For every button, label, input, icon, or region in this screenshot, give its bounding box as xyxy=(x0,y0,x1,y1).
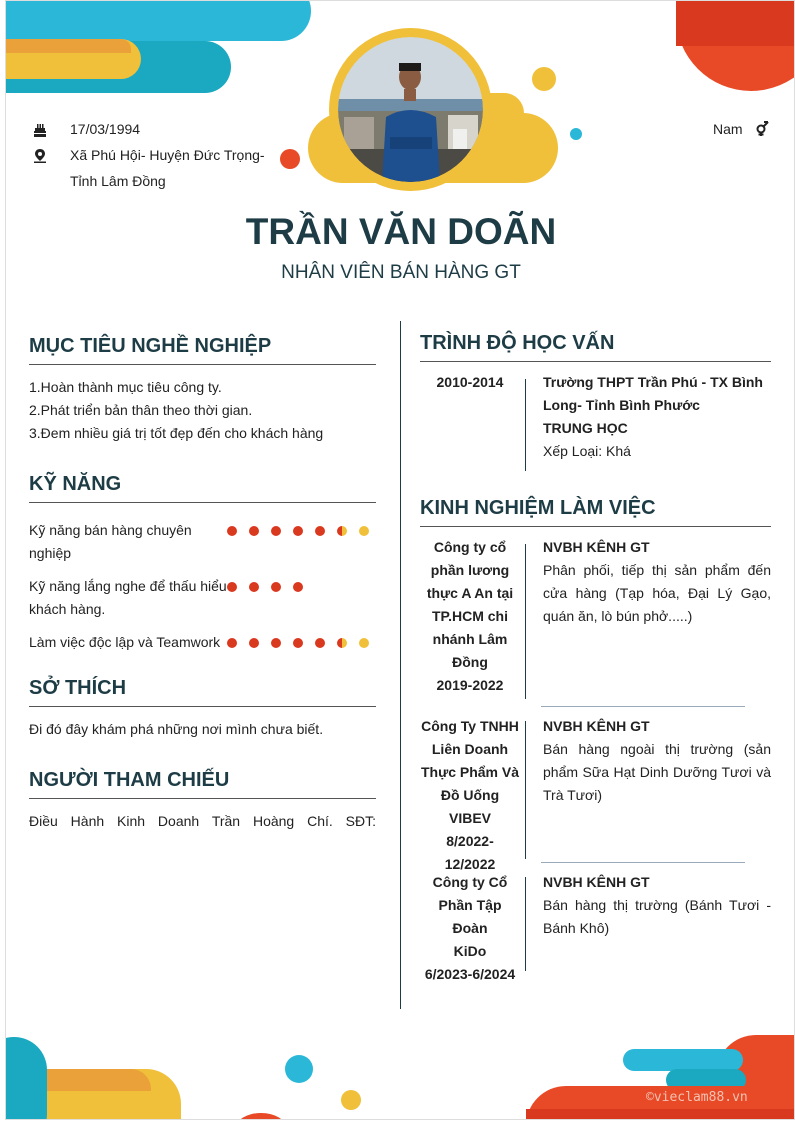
job-company: Công ty Cổ Phần Tập Đoàn KiDo 6/2023-6/2024 xyxy=(424,874,516,982)
decor-dot-yellow xyxy=(532,67,556,91)
skill-rating-dot xyxy=(359,638,369,648)
decor-top-left xyxy=(5,0,311,41)
decor-bottom-left-4 xyxy=(236,1113,286,1120)
education-school: Trường THPT Trần Phú - TX Bình xyxy=(543,374,763,390)
job-company: Công Ty TNHH Liên Doanh Thực Phẩm Và Đồ Uống VIBEV 8/2022- 12/2022 xyxy=(420,718,520,872)
skill-rating-dot xyxy=(249,526,259,536)
job-description: Bán hàng thị trường (Bánh Tươi - Bánh Khô) xyxy=(543,897,771,936)
experience-timeline xyxy=(525,544,526,699)
job-role: NVBH KÊNH GT xyxy=(543,718,650,734)
decor-top-left-4 xyxy=(5,39,131,53)
job-title: NHÂN VIÊN BÁN HÀNG GT xyxy=(281,262,521,283)
skill-rating-dot xyxy=(227,526,237,536)
skill-rating-dot xyxy=(359,526,369,536)
birthday-cake-icon xyxy=(32,122,48,138)
education-level: TRUNG HỌC xyxy=(543,420,628,436)
skill-rating-dot xyxy=(293,526,303,536)
skill-rating-dot xyxy=(337,582,347,592)
job-separator xyxy=(541,862,745,863)
column-divider xyxy=(400,321,401,1009)
skill-rating-dot xyxy=(293,582,303,592)
skill-rating-dot xyxy=(315,638,325,648)
job-description: Bán hàng ngoài thị trường (sản phẩm Sữa Hạt Dinh Dưỡng Tươi và Trà Tươi) xyxy=(543,741,771,803)
location-pin-icon xyxy=(32,148,48,164)
experience-heading: KINH NGHIỆM LÀM VIỆC xyxy=(420,497,771,527)
skill-rating-dot xyxy=(249,582,259,592)
skill-rating-dot xyxy=(271,582,281,592)
job-role: NVBH KÊNH GT xyxy=(543,874,650,890)
education-heading: TRÌNH ĐỘ HỌC VẤN xyxy=(420,332,771,362)
gender: Nam xyxy=(713,121,743,137)
skill-rating xyxy=(226,638,376,650)
education-school: Long- Tỉnh Bình Phước xyxy=(543,397,700,413)
skill-rating-dot xyxy=(315,582,325,592)
skill-rating-dot xyxy=(337,638,347,648)
skill-rating-dot xyxy=(227,582,237,592)
skill-label: Làm việc độc lập và Teamwork xyxy=(29,634,221,650)
avatar xyxy=(329,28,492,191)
watermark: ©vieclam88.vn xyxy=(646,1090,748,1105)
job-separator xyxy=(541,706,745,707)
full-name: TRẦN VĂN DOÃN xyxy=(245,211,557,252)
decor-dot-cyan xyxy=(570,128,582,140)
skill-label: nghiệp xyxy=(29,545,72,561)
address-line-2: Tỉnh Lâm Đồng xyxy=(70,173,166,189)
decor-bottom-right-5 xyxy=(526,1109,795,1120)
objective-item: 3.Đem nhiều giá trị tốt đẹp đến cho khách hàng xyxy=(29,425,324,441)
skill-rating-dot xyxy=(249,638,259,648)
hobbies-text: Đi đó đây khám phá những nơi mình chưa biết. xyxy=(29,721,324,737)
decor-top-right-2 xyxy=(676,0,795,46)
decor-bottom-left-3 xyxy=(5,1037,47,1120)
experience-timeline xyxy=(525,877,526,971)
avatar-photo xyxy=(338,37,483,182)
gender-icon xyxy=(754,121,770,137)
decor-dot-orange xyxy=(280,149,300,169)
skill-rating-dot xyxy=(271,526,281,536)
job-role: NVBH KÊNH GT xyxy=(543,539,650,555)
skill-rating xyxy=(226,582,376,594)
job-company: Công ty cổ phần lương thực A An tại TP.HCM chi nhánh Lâm Đồng 2019-2022 xyxy=(426,539,514,693)
education-timeline xyxy=(525,379,526,471)
skill-rating xyxy=(226,526,376,538)
objective-heading: MỤC TIÊU NGHỀ NGHIỆP xyxy=(29,335,376,365)
decor-dot-yellow xyxy=(341,1090,361,1110)
address-line-1: Xã Phú Hội- Huyện Đức Trọng- xyxy=(70,147,265,163)
skill-rating-dot xyxy=(315,526,325,536)
objective-item: 1.Hoàn thành mục tiêu công ty. xyxy=(29,379,222,395)
objective-item: 2.Phát triển bản thân theo thời gian. xyxy=(29,402,253,418)
cv-page xyxy=(5,0,795,1120)
skill-label: Kỹ năng lắng nghe để thấu hiểu xyxy=(29,578,227,594)
skill-rating-dot xyxy=(337,526,347,536)
references-text: Điều Hành Kinh Doanh Trần Hoàng Chí. SĐT: xyxy=(29,813,376,829)
experience-timeline xyxy=(525,721,526,859)
skill-rating-dot xyxy=(359,582,369,592)
job-description: Phân phối, tiếp thị sản phẩm đến cửa hàng (Tạp hóa, Đại Lý Gạo, quán ăn, lò bún phở.....) xyxy=(543,562,771,624)
skills-heading: KỸ NĂNG xyxy=(29,473,376,503)
decor-dot-cyan xyxy=(285,1055,313,1083)
education-grade: Xếp Loại: Khá xyxy=(543,443,631,459)
skill-label: Kỹ năng bán hàng chuyên xyxy=(29,522,192,538)
references-heading: NGƯỜI THAM CHIẾU xyxy=(29,769,376,799)
education-period: 2010-2014 xyxy=(436,374,504,390)
skill-rating-dot xyxy=(227,638,237,648)
skill-rating-dot xyxy=(293,638,303,648)
skill-rating-dot xyxy=(271,638,281,648)
skill-label: khách hàng. xyxy=(29,601,106,617)
decor-bottom-right-2 xyxy=(623,1049,743,1071)
birthday: 17/03/1994 xyxy=(70,121,141,137)
hobbies-heading: SỞ THÍCH xyxy=(29,677,376,707)
